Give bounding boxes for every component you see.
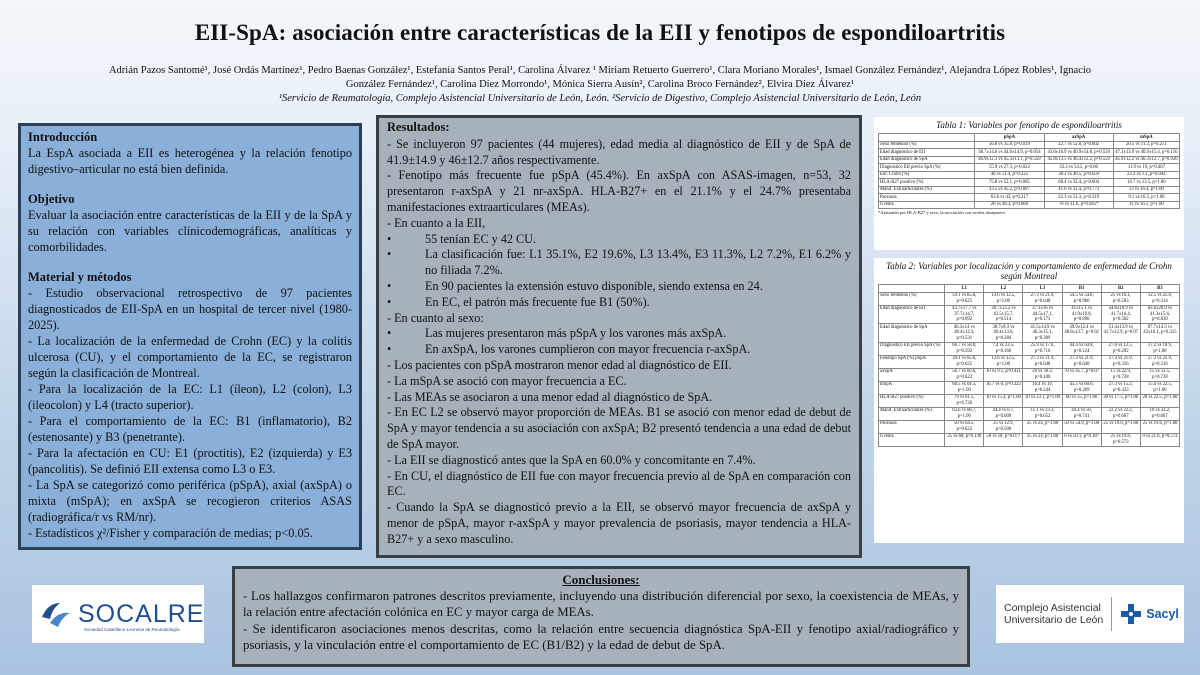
objective-heading: Objetivo — [28, 192, 75, 206]
socalre-mark-icon — [38, 597, 72, 631]
table-cell: 56.8 vs 35.8, p=0.039 — [975, 141, 1044, 149]
table-cell: 25 vs 24, p=1.00 — [1023, 433, 1062, 446]
table-cell: 27.3 vs 21.9, p=0.648 — [1023, 292, 1062, 305]
table-row — [879, 420, 1180, 433]
table-cell: 63.6 vs 66.7, p=1.00 — [945, 407, 984, 420]
table-row — [879, 407, 1180, 420]
table-cell: 20 vs 30.3, p=0.100 — [1023, 368, 1062, 381]
table-cell: 56.7 vs 60.6, p=0.622 — [945, 368, 984, 381]
table-row — [879, 305, 1180, 324]
methods-item: - Para la afectación en CU: E1 (proctitis), E2 (izquierda) y E3 (pancolitis). Se definió EII extensa como L3 o E3. — [28, 446, 352, 476]
table-cell: 41±15.1 vs 41.9±19.8, p=0.896 — [1062, 305, 1101, 324]
table2-header-cell: B2 — [1101, 285, 1140, 293]
table-cell: 25 vs 16.1, p=0.503 — [1101, 292, 1140, 305]
methods-item: - Para el comportamiento de la EC: B1 (inflamatorio), B2 (estenosante) y B3 (penetrante). — [28, 414, 352, 444]
table-cell: 20 vs 17.5, p=1.00 — [1101, 394, 1140, 407]
table-cell: 50 vs 64.5, p=0.622 — [945, 420, 984, 433]
results-paragraph: - Fenotipo más frecuente fue pSpA (45.4%). En axSpA con ASAS-imagen, n=53, 32 presentaron r-axSpA y 21 nr-axSpA. HLA-B27+ en el 21.1% y el 24.7% presentaba manifestaciones extraarticulares (MEAs). — [387, 168, 851, 214]
row-label: Psoriasis — [879, 420, 945, 433]
results-paragraph: - La EII se diagnosticó antes que la SpA en 60.0% y concomitante en 7.4%. — [387, 452, 756, 467]
methods-item: - La SpA se categorizó como periférica (pSpA), axial (axSpA) o mixta (mSpA); en axSpA se recogieron criterios ASAS (radiográfica/r vs RM/nr). — [28, 478, 352, 524]
row-label: Edad diagnóstico de SpA — [879, 324, 945, 343]
results-paragraph: - En CU, el diagnóstico de EII fue con mayor frecuencia previo al de SpA en comparación con EC. — [387, 468, 851, 499]
table-cell: 13 vs 16.4, p=1.00 — [1113, 186, 1179, 194]
table-cell: 66.7 vs 58.8, p=0.592 — [945, 342, 984, 355]
row-label: Manif. Extraarticulares (%) — [879, 186, 975, 194]
table-cell: 41.5±14.9 vs 46.3±15.1, p=0.389 — [1023, 324, 1062, 343]
table-cell: 70 vs 31.6, p=0.045* — [1044, 201, 1113, 209]
intro-heading: Introducción — [28, 130, 98, 144]
table-row — [879, 394, 1180, 407]
table-cell: 27.3 vs 21.9, p=0.316 — [1101, 355, 1140, 368]
sacyl-label: Sacyl — [1146, 607, 1179, 621]
table-row — [879, 355, 1180, 368]
table-cell: 25 vs 19.6, p=0.573 — [1101, 433, 1140, 446]
table-cell: 10 vs 22.2, p=0.667 — [1140, 407, 1179, 420]
table-1 — [878, 133, 1180, 209]
table-2-card — [874, 258, 1184, 543]
results-paragraph: - Los pacientes con pSpA mostraron menor edad al diagnóstico de EII. — [387, 357, 732, 372]
table-cell: 38.7±14.6 vs 44.6±14.9, p=0.054 — [975, 149, 1044, 157]
sacyl-cross-icon — [1120, 603, 1142, 625]
methods-heading: Material y métodos — [28, 270, 132, 284]
row-label: Edad diagnóstico de EII — [879, 149, 975, 157]
table-cell: 27.3 vs 15.2, p=0.433 — [1101, 381, 1140, 394]
table-row — [879, 368, 1180, 381]
table-row — [879, 433, 1180, 446]
table-cell: 38.2 vs 40.5, p=0.659 — [1044, 171, 1113, 179]
table-cell: 60 vs 55, p=1.00 — [1062, 394, 1101, 407]
table-cell: 70 vs 45.7, p=0.07 — [1062, 368, 1101, 381]
table-cell: 12.5 vs 25.8, p=0.314 — [1140, 292, 1179, 305]
conclusions-heading: Conclusiones: — [562, 572, 640, 587]
table2-header-cell: B3 — [1140, 285, 1179, 293]
table-cell: 0 vs 50.1, p=0.187 — [1062, 433, 1101, 446]
table-cell: 0 vs 21.6, p=0.573 — [1140, 433, 1179, 446]
methods-item: - Estadísticos χ²/Fisher y comparación de medias; p<0.05. — [28, 526, 313, 540]
table-cell: 20 vs 48.3, p=0.066 — [975, 201, 1044, 209]
table-cell: 25 vs 24, p=1.00 — [1023, 420, 1062, 433]
table1-header-cell: pSpA — [975, 134, 1044, 142]
table-cell: 20 vs 23.1, p=1.00 — [1023, 394, 1062, 407]
results-paragraph: - Cuando la SpA se diagnosticó previo a la EII, se observó mayor frecuencia de axSpA y menor de pSpA, mayor r-axSpA y mayor prevalencia de psoriasis, mayor tendencia a HLA-B27+ y a sexo masculino. — [387, 500, 851, 546]
table-cell: 22.7 vs 52.8, p=0.002 — [1044, 141, 1113, 149]
caule-logo — [996, 585, 1184, 643]
table-cell: 43.7±17.7 vs 37.7±14.7, p=0.092 — [945, 305, 984, 324]
table-cell: 37.1±16 vs 44.5±17.1, p=0.173 — [1023, 305, 1062, 324]
results-bullet: • 55 tenían EC y 42 CU. — [387, 231, 537, 246]
table-cell: 45.9±12.2 vs 46.3±12.7, p=0.920 — [1115, 157, 1178, 162]
table-cell: 25 vs 68, p=0.130 — [945, 433, 984, 446]
caule-line-2: Universitario de León — [1004, 614, 1104, 626]
results-paragraph: - La mSpA se asoció con mayor frecuencia a EC. — [387, 373, 627, 388]
results-paragraph: - En cuanto al sexo: — [387, 310, 484, 325]
table-cell: 79 vs 61.5, p=0.726 — [945, 394, 984, 407]
table-cell: 15 vs 12.5, p=0.728 — [1140, 368, 1179, 381]
intro-methods-panel — [18, 123, 362, 550]
table1-header-cell: axSpA — [1044, 134, 1113, 142]
row-label: Manif. Extraarticulares (%) — [879, 407, 945, 420]
results-bullet: • En 90 pacientes la extensión estuvo disponible, siendo extensa en 24. — [387, 278, 763, 293]
table-row — [879, 164, 1180, 172]
table-1-caption: Tabla 1: Variables por fenotipo de espondiloartritis — [936, 120, 1122, 130]
table-cell: 11 vs 16.1, p=1.00 — [1113, 201, 1179, 209]
table-cell: 47.1±13.9 vs 40.9±15.4, p=0.156 — [1115, 149, 1178, 155]
table-cell: 25 vs 19.6, p=1.00 — [1101, 420, 1140, 433]
results-bullet: • Las mujeres presentaron más pSpA y los varones más axSpA. — [387, 326, 727, 341]
intro-text: La EspA asociada a EII es heterogénea y la relación fenotipo digestivo–articular no está bien definida. — [28, 146, 352, 176]
row-label: Enf. Crohn (%) — [879, 171, 975, 179]
table-cell: 10 vs 15.4, p=1.00 — [984, 394, 1023, 407]
table-cell: 38.7±8.3 vs 49.4±13.6, p=0.284 — [984, 324, 1023, 343]
table-cell: 46.3±14 vs 48.4±12.3, p=0.531 — [945, 324, 984, 343]
objective-text: Evaluar la asociación entre características de la EII y de la SpA y su relación con variables clínicodemográficas, analíticas y comorbilidades. — [28, 208, 352, 254]
table-cell: 59.1 vs 65.6, p=0.625 — [945, 292, 984, 305]
row-label: mSpA — [879, 381, 945, 394]
table-cell: 11.9 vs 19, p=0.407 — [1113, 164, 1179, 172]
table-row — [879, 171, 1180, 179]
table-cell: 25.9 vs 17.6, p=0.716 — [1023, 342, 1062, 355]
table-cell: 50 vs 54.9, p=1.00 — [1062, 420, 1101, 433]
table-1-footnote: *Ajustando por HLA-B27 y sexo, la asociación con uveítis desaparece. — [878, 210, 1007, 215]
methods-item: - La localización de la enfermedad de Crohn (EC) y la colitis ulcerosa (CU), y el comportamiento de la EC, se registraron según la clasificación de Montreal. — [28, 334, 352, 380]
methods-item: - Estudio observacional retrospectivo de 97 pacientes diagnosticados de EII-SpA en un hospital de tercer nivel (1980-2025). — [28, 286, 352, 332]
table-cell: 45.5 vs 60.6, p=0.269 — [1062, 381, 1101, 394]
poster-title: EII-SpA: asociación entre características de la EII y fenotipos de espondiloartritis — [194, 20, 1006, 45]
table-cell: 27.3 vs 21.9, p=0.648 — [1062, 355, 1101, 368]
results-paragraph: - Se incluyeron 97 pacientes (44 mujeres), edad media al diagnóstico de EII y de SpA de 41.9±14.9 y 46±12.7 años respectivamente. — [387, 136, 851, 167]
table2-header-cell: L3 — [1023, 285, 1062, 293]
table-cell: 66.5 vs 64.3, p=1.00 — [945, 381, 984, 394]
table-cell: 44.8±18.9 vs 41.7±16.4, p=0.582 — [1101, 305, 1140, 324]
table-cell: 55.9 vs 27.3, p=0.022 — [975, 164, 1044, 172]
results-bullet: • La clasificación fue: L1 35.1%, E2 19.6%, L3 13.4%, E3 11.3%, L2 7.2%, E1 6.2% y no filiada 7.2%. — [387, 247, 851, 278]
results-bullet: • En EC, el patrón más frecuente fue B1 (50%). — [387, 294, 650, 309]
table-cell: 22.3 vs 51.3, p=0.319 — [1044, 194, 1113, 202]
results-paragraph: - Las MEAs se asociaron a una menor edad al diagnóstico de SpA. — [387, 389, 713, 404]
row-label: Fenotipo SpA (%) pSpA — [879, 355, 945, 368]
row-label: HLA-B27 positivo (%) — [879, 394, 945, 407]
table-cell: 39.9±12.4 vs 48.8±13.7, p=0.02 — [1062, 324, 1101, 343]
results-paragraph: - En EC L2 se observó mayor proporción de MEAs. B1 se asoció con menor edad de debut de SpA y mayor tendencia a su asociación con axSpA; B2 presentó tendencia a una edad de debut de SpA mayor. — [387, 405, 851, 451]
table-cell: 25 vs 12.9, p=0.500 — [984, 420, 1023, 433]
table-row — [879, 141, 1180, 149]
table2-header-cell: L1 — [945, 285, 984, 293]
table-cell: 20 vs 22.5, p=1.00 — [1140, 394, 1179, 407]
conclusion-item: - Se identificaron asociaciones menos descritas, como la relación entre secuencia diagnóstica SpA-EII y fenotipo axial/radiográfico y psoriasis, y la vinculación entre el comportamiento de EC (B1/B2) y la edad de debut de SpA. — [243, 621, 959, 652]
table-2 — [878, 284, 1180, 447]
row-label: Uveítis — [879, 433, 945, 446]
table-cell: 13.6 vs 12.5, p=1.00 — [984, 292, 1023, 305]
table-cell: 27.6 vs 12.5, p=0.292 — [1101, 342, 1140, 355]
table-cell: 45.8±13.5 vs 46.4±12.2, p=0.559 — [1044, 156, 1113, 164]
table-cell: 20.5 vs 11.3, p=0.251 — [1113, 141, 1179, 149]
row-label: Sexo femenino (%) — [879, 292, 945, 305]
table-cell: 54.5 vs 54.8, p=0.960 — [1062, 292, 1101, 305]
table-row — [879, 186, 1180, 194]
row-label: Uveítis — [879, 201, 975, 209]
table-cell: 38.7±13.2 vs 42.5±15.7, p=0.514 — [984, 305, 1023, 324]
table-cell: 63.6 vs 43, p=0.217 — [975, 194, 1044, 202]
row-label: Edad diagnóstico de SpA — [879, 156, 975, 164]
row-label: axSpA — [879, 368, 945, 381]
table2-header-cell — [879, 285, 945, 293]
table-cell: 22.2 vs 22.2, p=0.667 — [1101, 407, 1140, 420]
row-label: Diagnóstico EII previo SpA (%) — [879, 164, 975, 172]
table-cell: 27.3 vs 21.9, p=0.316 — [1140, 355, 1179, 368]
author-list — [40, 64, 1160, 92]
affiliation: ¹Servicio de Reumatología, Complejo Asistencial Universitario de León, León. ²Servicio de Digestivo, Complejo Asistencial Universitario de León, León — [278, 93, 922, 104]
table-cell: 46.9±12.3 vs 45.3±13.1, p=0.559 — [975, 156, 1044, 164]
table-cell: 27.3 vs 21.9, p=0.648 — [1023, 355, 1062, 368]
table2-header-cell: L2 — [984, 285, 1023, 293]
table-cell: 11.1 vs 23.3, p=0.652 — [1023, 407, 1062, 420]
authors-line-1: Adrián Pazos Santomé¹, José Ordás Martínez¹, Pedro Baenas González¹, Estefanía Santos Peral¹, Carolina Álvarez ¹ Miriam Retuerto Guerrero¹, Clara Moriano Morales¹, Ismael González Fernández¹, Alejandra López Robles¹, Ignacio — [108, 65, 1092, 76]
table-cell: 41.6 vs 31.4, p=0.773 — [1044, 186, 1113, 194]
table1-header-cell: mSpA — [1113, 134, 1179, 142]
table-cell: 17.2 vs 18.9, p=1.00 — [1140, 342, 1179, 355]
table-cell: 50 vs 10, p=0.077 — [984, 433, 1023, 446]
table-cell: 16.7 vs 13.5, p=1.00 — [1113, 179, 1179, 187]
row-label: HLA-B27 positivo (%) — [879, 179, 975, 187]
results-panel — [376, 115, 862, 558]
table-row — [879, 292, 1180, 305]
table2-header-cell: B1 — [1062, 285, 1101, 293]
table-row — [879, 381, 1180, 394]
table-cell: 7.4 vs 23.5, p=0.166 — [984, 342, 1023, 355]
table-cell: 15.4 vs 22.5, p=1.00 — [1140, 381, 1179, 394]
table-cell: 51.4±13.9 vs 41.7±12.9, p=0.07 — [1101, 324, 1140, 343]
results-bullet: • En axSpA, los varones cumplieron con mayor frecuencia r-axSpA. — [387, 342, 751, 357]
table-cell: 33.3 vs 54.5, p=0.06 — [1044, 164, 1113, 172]
conclusion-item: - Los hallazgos confirmaron patrones descritos previamente, incluyendo una distribución diferencial por sexo, la coexistencia de MEAs, y la relación entre afectación colónica en EC y mayor carga de MEAs. — [243, 589, 959, 620]
socalre-logo — [32, 585, 204, 643]
table-cell: 16.4 vs 19, p=0.244 — [1023, 381, 1062, 394]
table-cell: 44.4 vs 6.7, p=0.009 — [984, 407, 1023, 420]
table-cell: 15 vs 22.9, p=0.728 — [1101, 368, 1140, 381]
results-heading: Resultados: — [387, 120, 450, 134]
table-cell: 9.1 vs 16.3, p=1.00 — [1113, 194, 1179, 202]
table-cell: 22.2 vs 1.1, p=0.044 — [1113, 171, 1179, 179]
table-cell: 25 vs 19.6, p=1.00 — [1140, 420, 1179, 433]
socalre-subtitle: Sociedad Castellano-Leonesa de Reumatología — [84, 626, 180, 632]
row-label: Sexo femenino (%) — [879, 141, 975, 149]
table-cell: 16.7 vs 0, p=0.322 — [984, 381, 1023, 394]
row-label: Psoriasis — [879, 194, 975, 202]
table-row — [879, 324, 1180, 343]
table1-header-cell — [879, 134, 975, 142]
methods-item: - Para la localización de la EC: L1 (íleon), L2 (colon), L3 (ileocolon) y L4 (tracto superior). — [28, 382, 352, 412]
table-row — [879, 179, 1180, 187]
results-paragraph: - En cuanto a la EII, — [387, 215, 486, 230]
table-cell: 44.4 vs 64.8, p=0.124 — [1062, 342, 1101, 355]
table-cell: 39.1 vs 65.6, p=0.625 — [945, 355, 984, 368]
table-row — [879, 201, 1180, 209]
table-cell: 44.4 vs 50, p=0.741 — [1062, 407, 1101, 420]
table-cell: 68.4 vs 32.4, p=0.004 — [1044, 179, 1113, 187]
table-row — [879, 156, 1180, 164]
table-cell: 46 vs 51.4, p=0.225 — [975, 171, 1044, 179]
table-cell: 10 vs 9.1, p=0.411 — [984, 368, 1023, 381]
row-label: Edad diagnóstico de EII — [879, 305, 945, 324]
table-2-caption: Tabla 2: Variables por localización y comportamiento de enfermedad de Crohn según Montreal — [886, 261, 1172, 281]
table-cell: 43.5 vs 45.2, p=0.897 — [975, 186, 1044, 194]
table-cell: 75.8 vs 52.1, p=0.085 — [975, 179, 1044, 187]
table-row — [879, 342, 1180, 355]
table-row — [879, 149, 1180, 157]
table-1-card — [874, 117, 1184, 250]
authors-line-2: González Fernández¹, Carolina Díez Morrondo¹, Mónica Sierra Ausín², Carolina Broco Fernández², Elvira Díez Álvarez¹ — [345, 79, 855, 90]
socalre-name: SOCALRE — [78, 599, 205, 628]
table-cell: 83.6±20.9 vs 41.3±15.6, p=0.830 — [1140, 305, 1179, 324]
table-cell: 13.6 vs 12.5, p=1.00 — [984, 355, 1023, 368]
table-cell: 87.7±14.3 vs 43±16.1, p=0.315 — [1140, 324, 1179, 343]
conclusions-panel — [232, 566, 970, 667]
table-row — [879, 194, 1180, 202]
row-label: Diagnóstico EII previo SpA (%) — [879, 342, 945, 355]
caule-line-1: Complejo Asistencial — [1004, 602, 1101, 614]
table-cell: 43.6±16.9 vs 40.9±14.8, p=0.559 — [1044, 149, 1113, 157]
